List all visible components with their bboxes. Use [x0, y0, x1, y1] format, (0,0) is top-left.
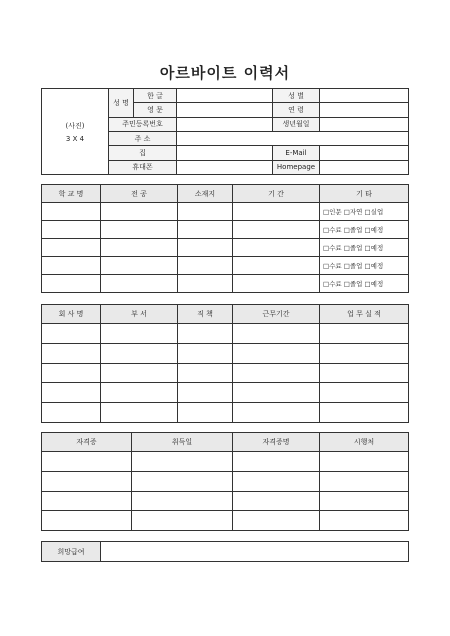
career-cell[interactable]	[178, 403, 233, 423]
edu-cell[interactable]	[233, 257, 320, 275]
edu-cell[interactable]	[101, 275, 178, 293]
rrn-field[interactable]	[177, 117, 273, 131]
edu-header-etc: 기 타	[320, 185, 409, 203]
homepage-field[interactable]	[320, 160, 409, 174]
email-label: E-Mail	[273, 146, 320, 160]
career-cell[interactable]	[233, 403, 320, 423]
career-cell[interactable]	[178, 324, 233, 344]
license-cell[interactable]	[42, 491, 132, 511]
career-cell[interactable]	[320, 403, 409, 423]
name-english-field[interactable]	[177, 103, 273, 117]
career-cell[interactable]	[233, 383, 320, 403]
edu-header-period: 기 간	[233, 185, 320, 203]
edu-cell[interactable]	[101, 257, 178, 275]
address-label: 주 소	[109, 131, 177, 145]
career-cell[interactable]	[233, 343, 320, 363]
career-cell[interactable]	[320, 324, 409, 344]
license-cell[interactable]	[320, 511, 409, 531]
career-cell[interactable]	[42, 403, 101, 423]
edu-option-1[interactable]: □인문 □자연 □실업	[320, 203, 409, 221]
table-row	[42, 343, 409, 363]
edu-header-school: 학 교 명	[42, 185, 101, 203]
email-field[interactable]	[320, 146, 409, 160]
license-table	[41, 432, 409, 531]
photo-box	[42, 89, 109, 175]
career-cell[interactable]	[101, 324, 178, 344]
gender-label: 성 별	[273, 89, 320, 103]
edu-cell[interactable]	[233, 275, 320, 293]
edu-cell[interactable]	[42, 275, 101, 293]
mobile-label: 휴대폰	[109, 160, 177, 174]
career-header-dept: 부 서	[101, 305, 178, 324]
career-cell[interactable]	[320, 363, 409, 383]
career-header-period: 근무기간	[233, 305, 320, 324]
name-korean-field[interactable]	[177, 89, 273, 103]
edu-cell[interactable]	[101, 203, 178, 221]
career-cell[interactable]	[101, 363, 178, 383]
edu-cell[interactable]	[101, 239, 178, 257]
name-korean-label: 한 글	[134, 89, 177, 103]
salary-label: 희망급여	[42, 542, 101, 562]
table-row	[42, 491, 409, 511]
gender-field[interactable]	[320, 89, 409, 103]
table-row	[42, 363, 409, 383]
edu-option-2[interactable]: □수료 □졸업 □예정	[320, 221, 409, 239]
license-header-date: 취득일	[132, 433, 233, 452]
page-title: 아르바이트 이력서	[159, 64, 291, 82]
career-cell[interactable]	[320, 383, 409, 403]
edu-cell[interactable]	[233, 203, 320, 221]
edu-cell[interactable]	[178, 203, 233, 221]
name-english-label: 영 문	[134, 103, 177, 117]
license-cell[interactable]	[132, 452, 233, 472]
home-phone-field[interactable]	[177, 146, 273, 160]
edu-cell[interactable]	[101, 221, 178, 239]
career-cell[interactable]	[233, 363, 320, 383]
mobile-field[interactable]	[177, 160, 273, 174]
table-row	[42, 239, 409, 257]
license-cell[interactable]	[132, 471, 233, 491]
career-cell[interactable]	[178, 343, 233, 363]
edu-cell[interactable]	[178, 239, 233, 257]
career-cell[interactable]	[101, 343, 178, 363]
name-label: 성 명	[109, 89, 134, 118]
edu-cell[interactable]	[178, 275, 233, 293]
edu-cell[interactable]	[42, 203, 101, 221]
education-table	[41, 184, 409, 293]
career-header-company: 회 사 명	[42, 305, 101, 324]
license-cell[interactable]	[320, 452, 409, 472]
license-cell[interactable]	[42, 452, 132, 472]
table-row	[42, 383, 409, 403]
license-header-name: 자격증	[42, 433, 132, 452]
license-cell[interactable]	[233, 471, 320, 491]
license-cell[interactable]	[320, 491, 409, 511]
license-cell[interactable]	[233, 491, 320, 511]
edu-option-5[interactable]: □수료 □졸업 □예정	[320, 275, 409, 293]
career-cell[interactable]	[233, 324, 320, 344]
edu-cell[interactable]	[233, 239, 320, 257]
license-cell[interactable]	[320, 471, 409, 491]
age-field[interactable]	[320, 103, 409, 117]
table-row	[42, 257, 409, 275]
career-cell[interactable]	[42, 324, 101, 344]
edu-cell[interactable]	[42, 257, 101, 275]
address-field[interactable]	[177, 131, 409, 145]
home-phone-label: 집	[109, 146, 177, 160]
license-cell[interactable]	[42, 471, 132, 491]
salary-field[interactable]	[101, 542, 409, 562]
edu-header-location: 소재지	[178, 185, 233, 203]
edu-option-3[interactable]: □수료 □졸업 □예정	[320, 239, 409, 257]
career-table	[41, 304, 409, 423]
birth-label: 생년월일	[273, 117, 320, 131]
license-cell[interactable]	[233, 452, 320, 472]
table-row	[42, 511, 409, 531]
career-cell[interactable]	[178, 383, 233, 403]
career-cell[interactable]	[178, 363, 233, 383]
license-header-title: 자격증명	[233, 433, 320, 452]
table-row	[42, 324, 409, 344]
edu-cell[interactable]	[42, 221, 101, 239]
license-header-issuer: 시행처	[320, 433, 409, 452]
license-cell[interactable]	[233, 511, 320, 531]
license-cell[interactable]	[132, 511, 233, 531]
career-header-achievement: 업 무 실 적	[320, 305, 409, 324]
photo-size: 3 X 4	[65, 134, 85, 143]
rrn-label: 주민등록번호	[109, 117, 177, 131]
salary-table	[41, 541, 409, 562]
birth-field[interactable]	[320, 117, 409, 131]
edu-cell[interactable]	[178, 221, 233, 239]
career-cell[interactable]	[42, 343, 101, 363]
career-header-position: 직 책	[178, 305, 233, 324]
career-cell[interactable]	[42, 383, 101, 403]
table-row	[42, 403, 409, 423]
edu-cell[interactable]	[42, 239, 101, 257]
edu-cell[interactable]	[178, 257, 233, 275]
career-cell[interactable]	[101, 403, 178, 423]
career-cell[interactable]	[101, 383, 178, 403]
photo-label: (사진)	[65, 121, 85, 130]
table-row	[42, 203, 409, 221]
table-row	[42, 471, 409, 491]
license-cell[interactable]	[132, 491, 233, 511]
table-row	[42, 275, 409, 293]
edu-header-major: 전 공	[101, 185, 178, 203]
license-cell[interactable]	[42, 511, 132, 531]
table-row	[42, 221, 409, 239]
personal-info-table	[41, 88, 409, 175]
homepage-label: Homepage	[273, 160, 320, 174]
career-cell[interactable]	[42, 363, 101, 383]
edu-option-4[interactable]: □수료 □졸업 □예정	[320, 257, 409, 275]
career-cell[interactable]	[320, 343, 409, 363]
edu-cell[interactable]	[233, 221, 320, 239]
table-row	[42, 452, 409, 472]
age-label: 연 령	[273, 103, 320, 117]
